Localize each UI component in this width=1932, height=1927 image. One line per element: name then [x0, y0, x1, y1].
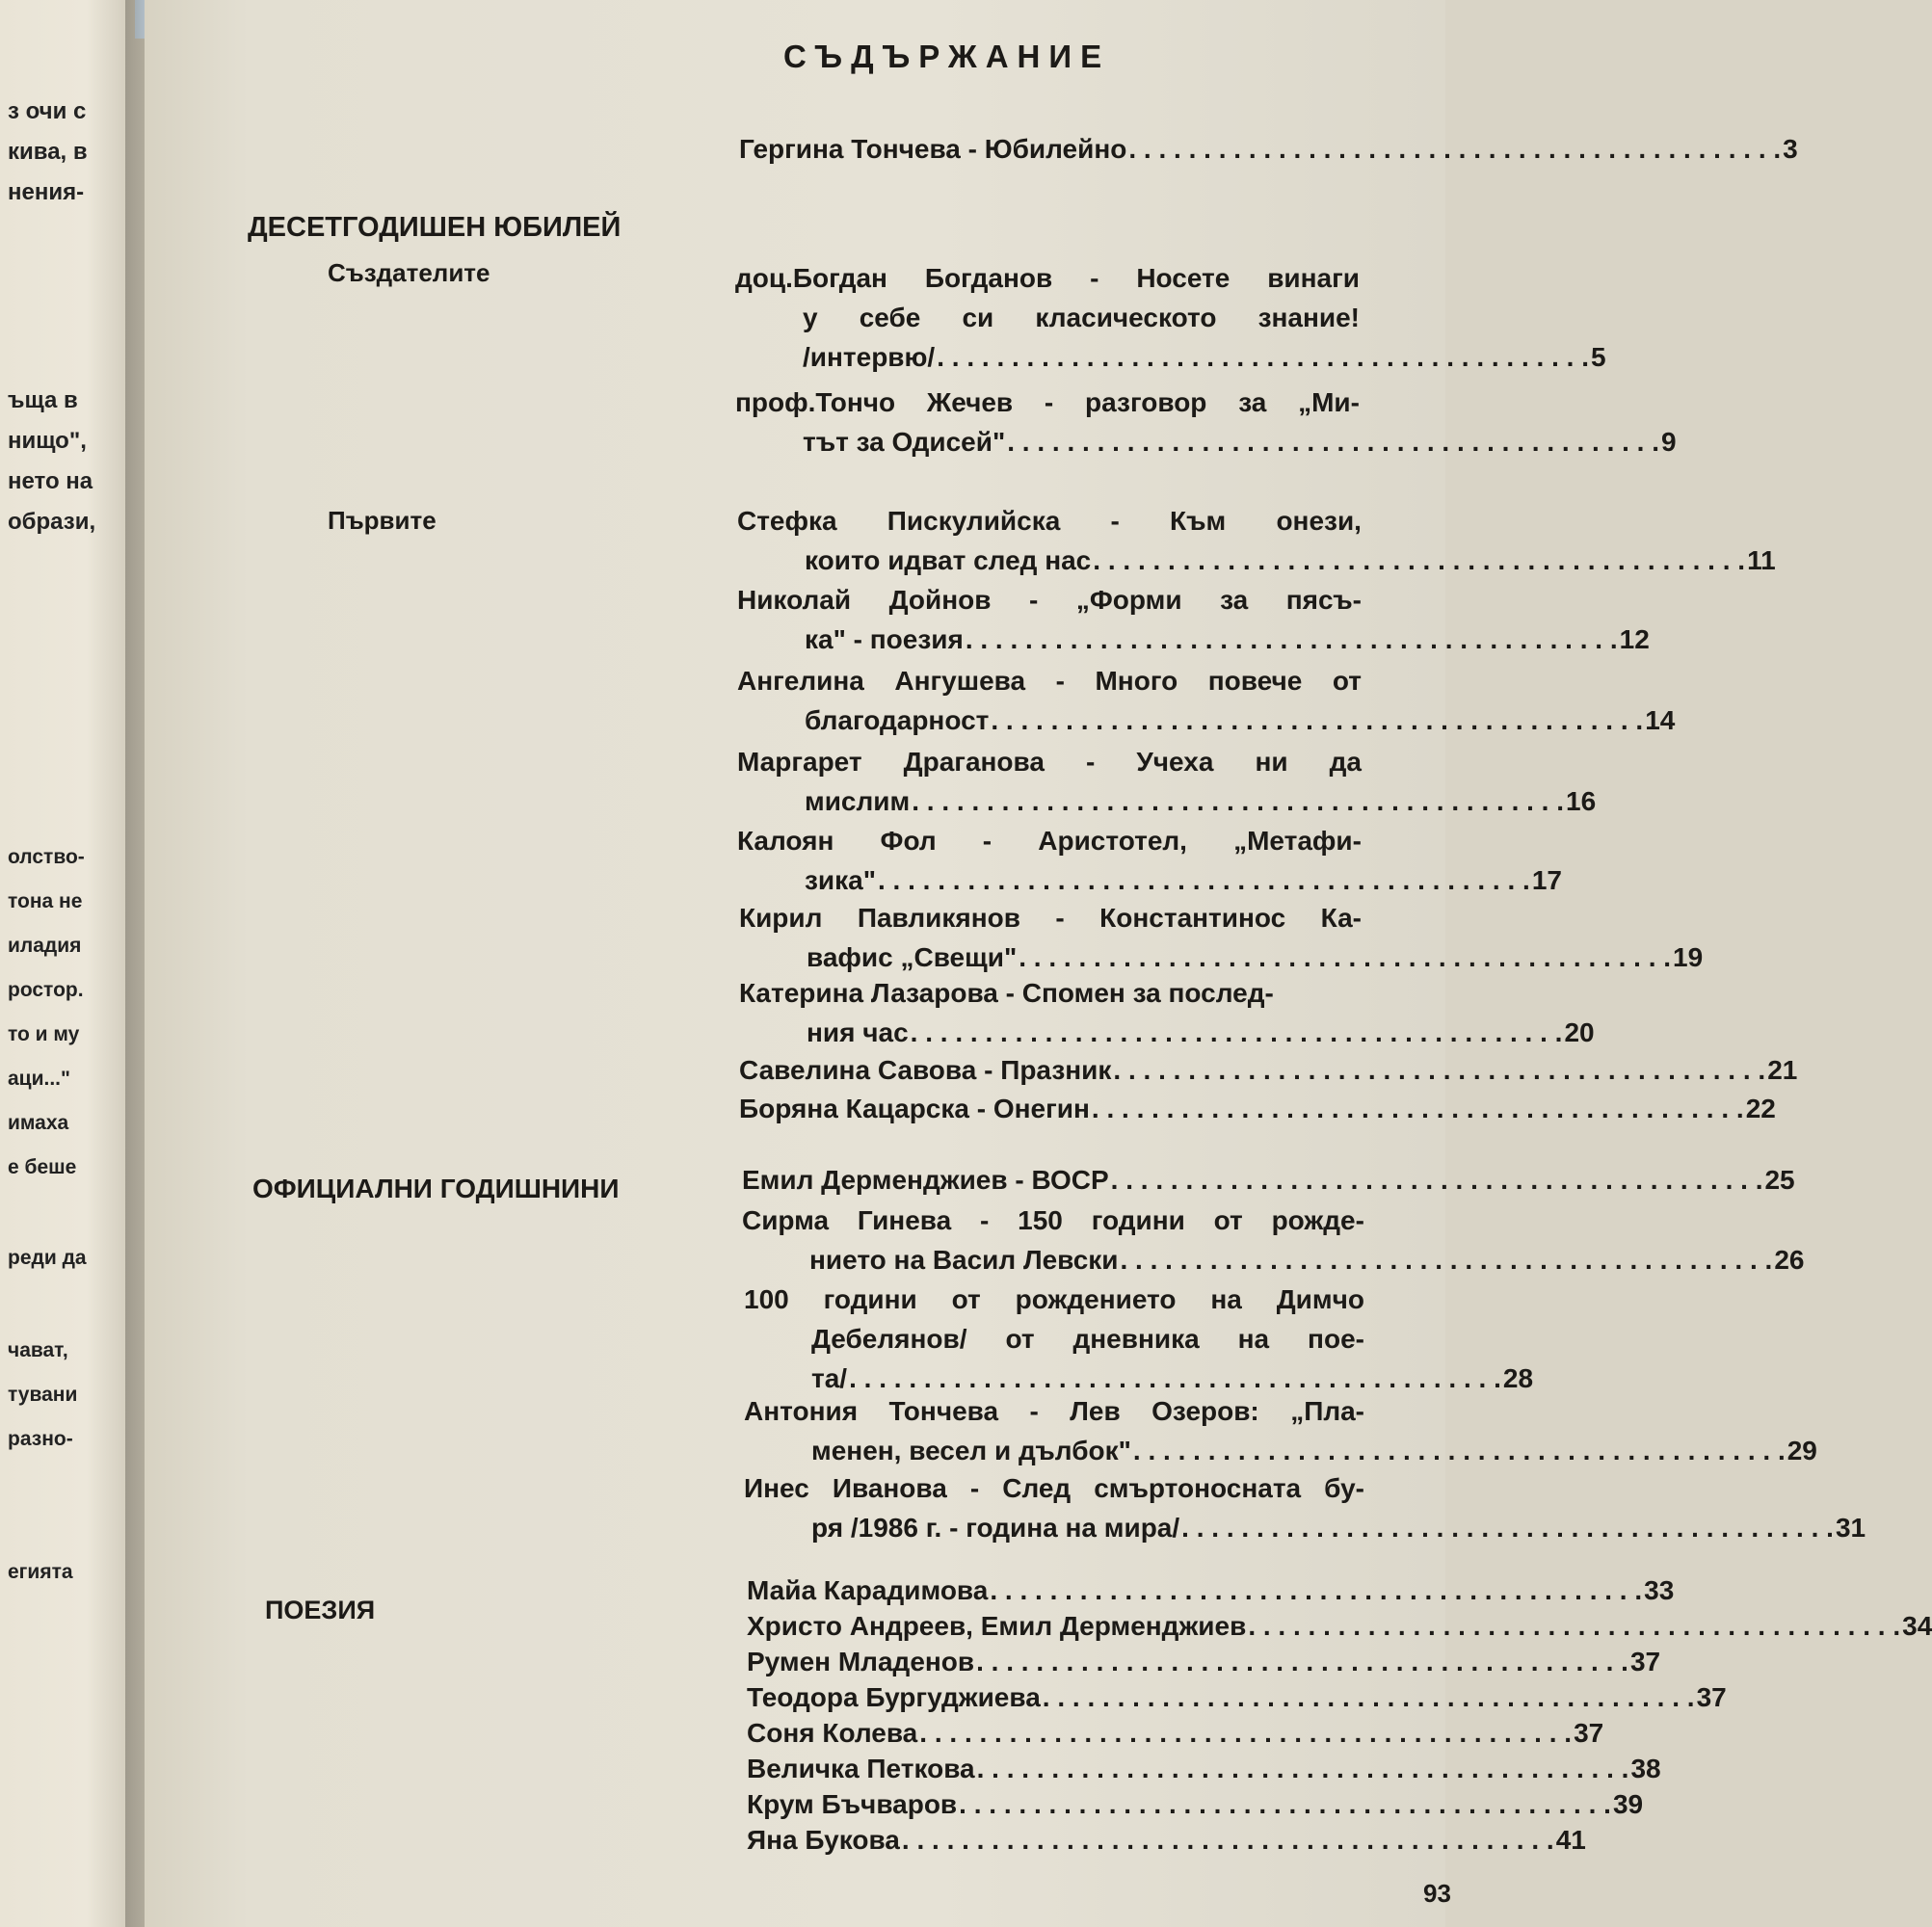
entry-text: години: [823, 1284, 917, 1314]
leader-dots: [911, 1013, 1563, 1052]
entry-text: Фол: [880, 826, 937, 856]
toc-entry: [737, 661, 1676, 740]
leader-dots: [1128, 129, 1781, 169]
leader-dots: [937, 337, 1589, 377]
page-ref: 12: [1619, 624, 1650, 654]
page-ref: 37: [1574, 1718, 1604, 1748]
page-ref: 3: [1783, 134, 1798, 164]
entry-text: „Метафи-: [1233, 826, 1362, 856]
facing-page-text: чават,: [8, 1339, 68, 1361]
entry-text: Жечев: [926, 387, 1014, 417]
leader-dots: [912, 781, 1564, 821]
entry-text: Величка Петкова: [747, 1754, 975, 1783]
facing-page-text: олство-: [8, 846, 85, 868]
entry-text: Към: [1170, 506, 1227, 536]
facing-page-text: иладия: [8, 935, 82, 957]
facing-page-text: нето на: [8, 468, 93, 494]
leader-dots: [1007, 422, 1659, 462]
entry-text: повече: [1207, 666, 1303, 696]
entry-text: -: [1029, 585, 1039, 615]
toc-entry: [737, 821, 1562, 900]
entry-text: Иванова: [832, 1473, 947, 1503]
toc-entry: [737, 742, 1597, 821]
entry-text: Катерина Лазарова - Спомен за послед-: [739, 978, 1274, 1008]
facing-page-text: аци...": [8, 1068, 70, 1090]
entry-text: -: [1086, 747, 1096, 777]
facing-page-text: е беше: [8, 1156, 77, 1178]
entry-text: мислим: [805, 786, 911, 816]
facing-page-text: имаха: [8, 1112, 69, 1134]
leader-dots: [959, 1786, 1611, 1822]
entry-text: Пискулийска: [887, 506, 1061, 536]
facing-page: [0, 0, 145, 1927]
page-ref: 25: [1764, 1165, 1795, 1195]
entry-text: Гинева: [857, 1205, 952, 1235]
leader-dots: [976, 1644, 1628, 1679]
facing-page-text: тувани: [8, 1384, 78, 1406]
page-ref: 38: [1630, 1754, 1661, 1783]
leader-dots: [919, 1715, 1572, 1751]
entry-text: дневника: [1072, 1324, 1200, 1354]
leader-dots: [977, 1751, 1629, 1786]
entry-text: от: [951, 1284, 981, 1314]
entry-text: смъртоносната: [1094, 1473, 1302, 1503]
section-heading: ОФИЦИАЛНИ ГОДИШНИНИ: [252, 1174, 620, 1203]
toc-entry: [739, 898, 1704, 977]
entry-text: доц.Богдан: [735, 263, 887, 293]
entry-text: Гергина Тончева - Юбилейно: [739, 134, 1127, 164]
leader-dots: [1121, 1240, 1773, 1280]
entry-text: ка" - поезия: [805, 624, 964, 654]
entry-text: 150: [1018, 1205, 1063, 1235]
entry-text: винаги: [1267, 263, 1360, 293]
entry-text: ря /1986 г. - година на мира/: [811, 1513, 1180, 1543]
page-ref: 17: [1531, 865, 1562, 895]
entry-text: -: [1055, 903, 1065, 933]
entry-text: нието на Васил Левски: [809, 1245, 1119, 1275]
facing-page-text: ростор.: [8, 979, 84, 1001]
toc-entry: [744, 1468, 1866, 1547]
entry-text: години: [1091, 1205, 1185, 1235]
section-heading: ПОЕЗИЯ: [265, 1596, 376, 1624]
contents-page: [145, 0, 1932, 1927]
entry-text: себе: [859, 303, 921, 332]
leader-dots: [990, 1572, 1642, 1608]
toc-entry: [739, 973, 1595, 1052]
entry-text: -: [1044, 387, 1054, 417]
entry-text: Емил Дерменджиев - ВОСР: [742, 1165, 1109, 1195]
entry-text: Ангушева: [894, 666, 1026, 696]
leader-dots: [1113, 1050, 1765, 1090]
entry-text: /интервю/: [803, 342, 936, 372]
entry-text: за: [1238, 387, 1267, 417]
entry-text: си: [962, 303, 994, 332]
page-ref: 21: [1767, 1055, 1798, 1085]
leader-dots: [1248, 1608, 1900, 1644]
page-ref: 33: [1644, 1575, 1675, 1605]
entry-text: от: [1005, 1324, 1035, 1354]
entry-text: на: [1210, 1284, 1242, 1314]
entry-text: -: [1110, 506, 1120, 536]
entry-text: След: [1002, 1473, 1072, 1503]
entry-text: Ка-: [1320, 903, 1362, 933]
entry-text: Стефка: [737, 506, 837, 536]
entry-text: рождението: [1015, 1284, 1177, 1314]
page-ref: 16: [1566, 786, 1597, 816]
entry-text: ния час: [807, 1017, 909, 1047]
facing-page-text: образи,: [8, 509, 96, 535]
entry-text: рожде-: [1271, 1205, 1364, 1235]
entry-text: Соня Колева: [747, 1718, 918, 1748]
page-ref: 29: [1786, 1436, 1817, 1465]
entry-text: от: [1213, 1205, 1243, 1235]
facing-page-text: нения-: [8, 179, 85, 205]
entry-text: ни: [1255, 747, 1288, 777]
facing-page-text: тона не: [8, 890, 83, 912]
page-ref: 14: [1645, 705, 1676, 735]
entry-text: -: [1090, 263, 1099, 293]
entry-text: Богданов: [924, 263, 1053, 293]
page-ref: 28: [1502, 1363, 1534, 1393]
page-ref: 39: [1612, 1789, 1644, 1819]
leader-dots: [902, 1822, 1554, 1858]
entry-text: Дойнов: [888, 585, 992, 615]
leader-dots: [1133, 1431, 1786, 1470]
entry-text: разговор: [1085, 387, 1207, 417]
entry-text: 100: [744, 1284, 789, 1314]
entry-text: -: [980, 1205, 990, 1235]
entry-text: „Ми-: [1298, 387, 1360, 417]
entry-text: Много: [1095, 666, 1178, 696]
entry-text: -: [969, 1473, 980, 1503]
subsection-heading: Създателите: [328, 258, 490, 287]
leader-dots: [1111, 1160, 1763, 1200]
toc-entry: [742, 1201, 1805, 1280]
page-ref: 26: [1774, 1245, 1805, 1275]
facing-page-text: то и му: [8, 1023, 80, 1045]
entry-text: онези,: [1276, 506, 1362, 536]
toc-entry: [737, 501, 1776, 580]
entry-text: Лев: [1070, 1396, 1121, 1426]
facing-page-text: ъща в: [8, 387, 78, 413]
page-ref: 31: [1835, 1513, 1866, 1543]
facing-page-text: разно-: [8, 1428, 73, 1450]
entry-text: от: [1332, 666, 1362, 696]
entry-text: Антония: [744, 1396, 859, 1426]
facing-page-text: нищо",: [8, 428, 87, 454]
entry-text: Павликянов: [857, 903, 1020, 933]
entry-text: на: [1237, 1324, 1270, 1354]
leader-dots: [966, 620, 1618, 659]
entry-text: Румен Младенов: [747, 1647, 975, 1676]
entry-text: които идват след нас: [805, 545, 1092, 575]
page-ref: 19: [1673, 942, 1704, 972]
entry-text: Димчо: [1276, 1284, 1364, 1314]
page-ref: 5: [1591, 342, 1606, 372]
entry-text: та/: [811, 1363, 848, 1393]
entry-text: -: [982, 826, 992, 856]
page-ref: 11: [1747, 545, 1776, 575]
leader-dots: [878, 860, 1530, 900]
toc-entry: [735, 258, 1606, 377]
leader-dots: [1043, 1679, 1695, 1715]
entry-text: Ангелина: [737, 666, 864, 696]
entry-text: благодарност: [805, 705, 990, 735]
toc-entry: [742, 1160, 1795, 1200]
toc-entry: [744, 1391, 1817, 1470]
entry-text: Яна Букова: [747, 1825, 900, 1855]
entry-text: знание!: [1257, 303, 1360, 332]
entry-text: „Форми: [1075, 585, 1182, 615]
entry-text: Драганова: [903, 747, 1045, 777]
toc-entry: [739, 129, 1798, 169]
entry-text: Калоян: [737, 826, 834, 856]
entry-text: Теодора Бургуджиева: [747, 1682, 1041, 1712]
page-ref: 9: [1661, 427, 1677, 457]
toc-entry: [735, 383, 1677, 462]
entry-text: тът за Одисей": [803, 427, 1006, 457]
facing-page-text: егията: [8, 1561, 73, 1583]
entry-text: Сирма: [742, 1205, 830, 1235]
page-ref: 41: [1555, 1825, 1586, 1855]
entry-text: Озеров:: [1151, 1396, 1259, 1426]
page-title: СЪДЪРЖАНИЕ: [783, 39, 1111, 74]
toc-entry: [744, 1280, 1534, 1398]
page-ref: 22: [1745, 1094, 1776, 1123]
page-ref: 37: [1629, 1647, 1661, 1676]
entry-text: Константинос: [1099, 903, 1286, 933]
entry-text: Савелина Савова - Празник: [739, 1055, 1112, 1085]
entry-text: Носете: [1136, 263, 1231, 293]
page-ref: 20: [1564, 1017, 1595, 1047]
entry-text: Кирил: [739, 903, 823, 933]
entry-text: Дебелянов/: [811, 1324, 967, 1354]
entry-text: Крум Бъчваров: [747, 1789, 958, 1819]
entry-text: -: [1055, 666, 1065, 696]
entry-text: у: [803, 303, 818, 332]
entry-text: зика": [805, 865, 876, 895]
entry-text: менен, весел и дълбок": [811, 1436, 1131, 1465]
facing-page-text: з очи с: [8, 98, 87, 124]
facing-page-text: кива, в: [8, 139, 88, 165]
toc-entry: [737, 580, 1650, 659]
entry-text: Маргарет: [737, 747, 862, 777]
toc-entry: [739, 1050, 1798, 1090]
entry-text: Христо Андреев, Емил Дерменджиев: [747, 1611, 1247, 1641]
entry-text: Учеха: [1136, 747, 1214, 777]
entry-text: Майа Карадимова: [747, 1575, 989, 1605]
entry-text: класическото: [1035, 303, 1217, 332]
leader-dots: [1092, 1089, 1744, 1128]
page-ref: 37: [1696, 1682, 1727, 1712]
section-heading: ДЕСЕТГОДИШЕН ЮБИЛЕЙ: [248, 212, 622, 243]
entry-text: -: [1029, 1396, 1039, 1426]
entry-text: „Пла-: [1290, 1396, 1364, 1426]
leader-dots: [1019, 937, 1671, 977]
entry-text: Инес: [744, 1473, 809, 1503]
entry-text: Николай: [737, 585, 852, 615]
facing-page-text: реди да: [8, 1247, 87, 1269]
entry-text: проф.Тончо: [735, 387, 896, 417]
leader-dots: [991, 700, 1643, 740]
entry-text: пясъ-: [1285, 585, 1362, 615]
leader-dots: [1093, 541, 1745, 580]
entry-text: Боряна Кацарска - Онегин: [739, 1094, 1090, 1123]
entry-text: пое-: [1308, 1324, 1364, 1354]
toc-entry: [739, 1089, 1776, 1128]
entry-text: за: [1220, 585, 1249, 615]
subsection-heading: Първите: [328, 506, 437, 535]
entry-text: бу-: [1324, 1473, 1364, 1503]
entry-text: вафис „Свещи": [807, 942, 1018, 972]
page-number: 93: [1423, 1879, 1451, 1908]
entry-text: Тончева: [888, 1396, 999, 1426]
poetry-list: [747, 1572, 1932, 1858]
entry-text: да: [1329, 747, 1362, 777]
page-ref: 34: [1902, 1611, 1932, 1641]
entry-text: Аристотел,: [1038, 826, 1187, 856]
leader-dots: [1181, 1508, 1834, 1547]
